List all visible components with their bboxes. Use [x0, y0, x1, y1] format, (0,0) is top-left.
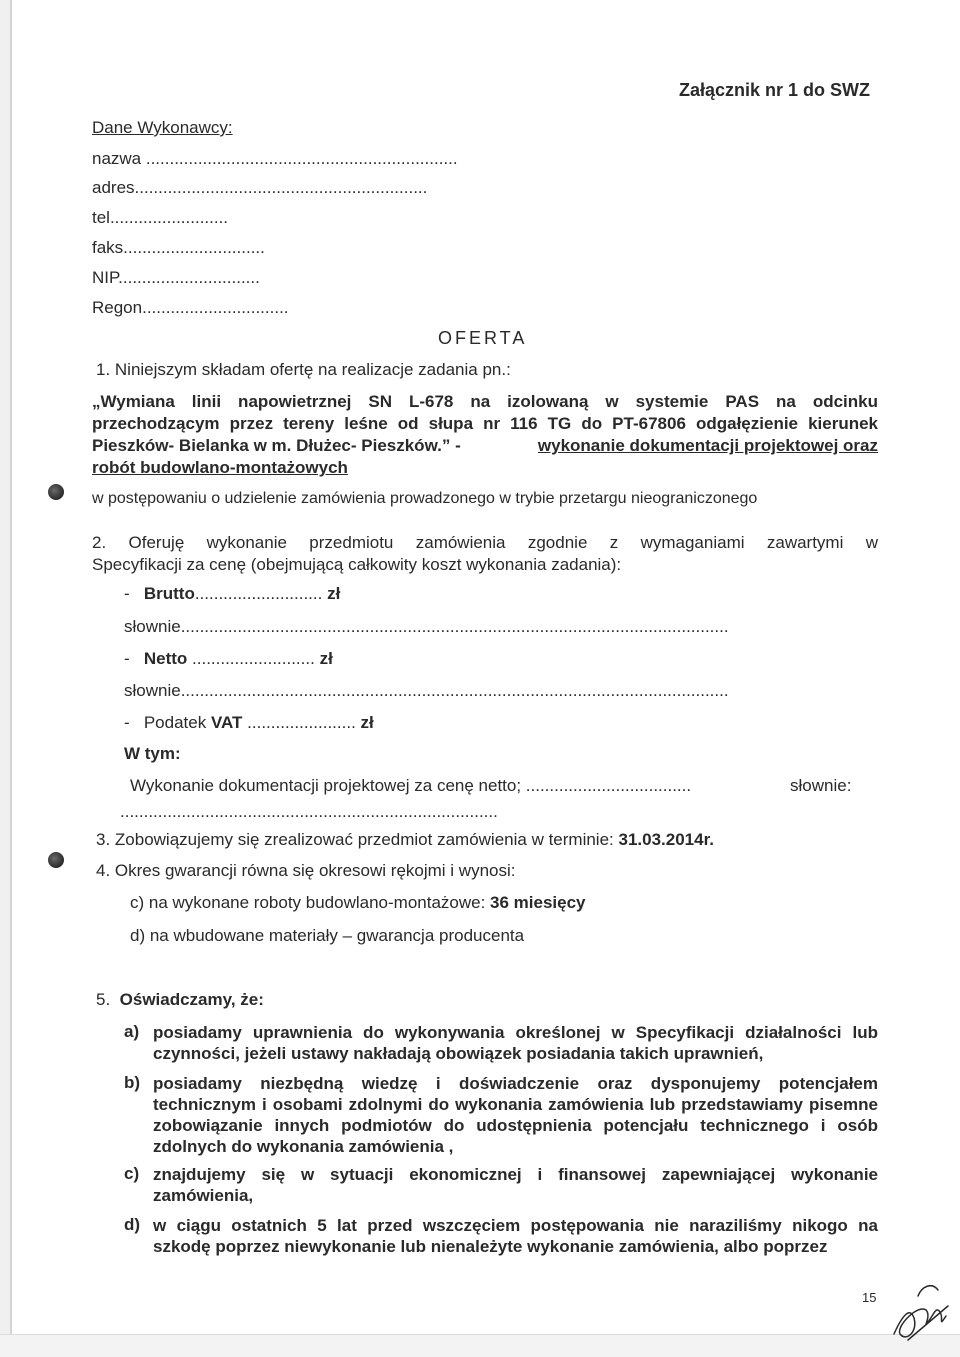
- item5-heading: [96, 990, 264, 1010]
- brutto-dash: -: [124, 584, 130, 603]
- item2-line-2: Specyfikacji za cenę (obejmującą całkowity koszt wykonania zadania):: [92, 555, 622, 574]
- contractor-address-field[interactable]: adres..............................................................: [92, 178, 428, 197]
- item3-deadline: 31.03.2014r.: [618, 830, 714, 849]
- item2-line-1: 2. Oferuję wykonanie przedmiotu zamówienia zgodnie z wymaganiami zawartymi w: [92, 533, 878, 552]
- netto-words-field[interactable]: słownie....................................................................................................................: [124, 681, 729, 700]
- netto-dash: -: [124, 649, 130, 668]
- netto-row: [124, 649, 333, 669]
- brutto-row: [124, 584, 340, 604]
- item5-a-label: a): [124, 1022, 140, 1041]
- item4-d: d) na wbudowane materiały – gwarancja producenta: [130, 926, 525, 945]
- page-number: 15: [862, 1290, 877, 1305]
- scan-left-edge: [0, 0, 12, 1336]
- contractor-heading: Dane Wykonawcy:: [92, 118, 233, 137]
- vat-currency: zł: [360, 713, 374, 732]
- attachment-label: Załącznik nr 1 do SWZ: [678, 80, 870, 100]
- netto-input[interactable]: ..........................: [187, 649, 315, 668]
- item4-c: [130, 893, 586, 913]
- procedure-text: w postępowaniu o udzielenie zamówienia prowadzonego w trybie przetargu nieograniczonego: [92, 490, 758, 507]
- contractor-name-field[interactable]: nazwa ..................................................................: [92, 149, 458, 168]
- item5-title: Oświadczamy, że:: [119, 990, 264, 1009]
- item5-d-label: d): [124, 1215, 141, 1234]
- contractor-nip-field[interactable]: NIP..............................: [92, 268, 260, 287]
- punch-hole-icon: [48, 484, 64, 500]
- in-that-label: W tym:: [124, 744, 181, 763]
- scan-bottom-edge: [0, 1334, 960, 1357]
- item3-text: 3. Zobowiązujemy się zrealizować przedmiot zamówienia w terminie:: [96, 830, 619, 849]
- brutto-input[interactable]: ...........................: [194, 584, 323, 603]
- item3: [96, 830, 714, 850]
- vat-input[interactable]: .......................: [242, 713, 356, 732]
- item4-c-text: c) na wykonane roboty budowlano-montażowe:: [130, 893, 491, 912]
- item5-b-label: b): [124, 1073, 141, 1092]
- contractor-regon-field[interactable]: Regon...............................: [92, 298, 289, 317]
- contractor-phone-field[interactable]: tel.........................: [92, 208, 229, 227]
- netto-currency: zł: [319, 649, 333, 668]
- design-words-field[interactable]: ................................................................................: [120, 802, 498, 821]
- design-words-label: słownie:: [790, 776, 852, 795]
- item5-a-text: posiadamy uprawnienia do wykonywania określonej w Specyfikacji działalności lub czynności, jeżeli ustawy nakładają obowiązek posiadania takich uprawnień,: [153, 1023, 878, 1063]
- item5-c-text: znajdujemy się w sytuacji ekonomicznej i finansowej zapewniającej wykonanie zamówienia,: [153, 1165, 878, 1205]
- task-line-1: „Wymiana linii napowietrznej SN L-678 na izolowaną w systemie PAS na odcinku: [92, 392, 878, 411]
- vat-label-bold: VAT: [210, 713, 243, 732]
- item1-label: 1. Niniejszym składam ofertę na realizacje zadania pn.:: [96, 360, 511, 379]
- item5-number: 5.: [96, 990, 111, 1009]
- brutto-label: Brutto: [143, 584, 195, 603]
- task-line-4: robót budowlano-montażowych: [92, 458, 348, 477]
- vat-dash: -: [124, 713, 130, 732]
- item5-d-text: w ciągu ostatnich 5 lat przed wszczęciem postępowania nie naraziliśmy nikogo na szkodę poprzez niewykonanie lub nienależyte wykonanie zamówienia, albo poprzez: [153, 1216, 878, 1256]
- task-line-3: [92, 436, 878, 456]
- signature-icon: [888, 1276, 954, 1346]
- task-line-2: przechodzącym przez tereny leśne od słupa nr 116 TG do PT-67806 odgałęzienie kierunek: [92, 414, 878, 433]
- netto-label: Netto: [143, 649, 188, 668]
- document-title: OFERTA: [438, 328, 528, 348]
- item5-c-label: c): [124, 1164, 140, 1183]
- brutto-currency: zł: [327, 584, 341, 603]
- brutto-words-field[interactable]: słownie....................................................................................................................: [124, 617, 729, 636]
- design-price-field[interactable]: Wykonanie dokumentacji projektowej za cenę netto; ...................................: [130, 776, 692, 795]
- contractor-fax-field[interactable]: faks..............................: [92, 238, 265, 257]
- item4-text: 4. Okres gwarancji równa się okresowi rękojmi i wynosi:: [96, 861, 516, 880]
- task-location: Pieszków- Bielanka w m. Dłużec- Pieszków.” -: [92, 436, 466, 455]
- vat-label: Podatek: [143, 713, 211, 732]
- task-scope: wykonanie dokumentacji projektowej oraz: [537, 436, 878, 455]
- item5-b-text: posiadamy niezbędną wiedzę i doświadczenie oraz dysponujemy potencjałem technicznym i osobami zdolnymi do wykonania zamówienia lub przedstawiamy pisemne zobowiązanie innych podmiotów do udostępnienia potencjału technicznego i osób zdolnych do wykonania zamówienia ,: [153, 1074, 878, 1156]
- vat-row: [124, 713, 374, 733]
- punch-hole-icon: [48, 852, 64, 868]
- item4-c-months: 36 miesięcy: [490, 893, 586, 912]
